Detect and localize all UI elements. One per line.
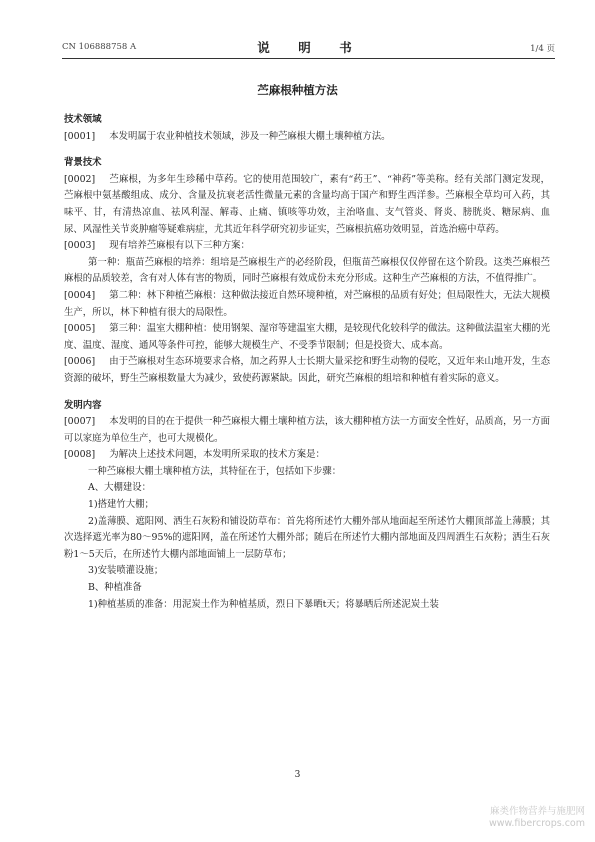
paragraph-text: 本发明属于农业种植技术领域，涉及一种苎麻根大棚土壤种植方法。 [109, 130, 391, 142]
paragraph-text: 苎麻根，为多年生珍稀中草药。它的使用范围较广，素有“药王”、“神药”等美称。经有关部门测定发现，苎麻根中氨基酸组成、成分、含量及抗衰老活性微量元素的含量均高于国产和野生西洋参。苎麻根全草均可入药，其味平、甘，有清热凉血、祛风利湿、解毒、止痛、镇咳等功效，主治咯血、支气管炎、肾炎、膀胱炎、糖尿病、血尿、风湿性关节炎肿瘤等疑难病症，尤其近年科学研究初步证实，苎麻根抗癌功效明显，首选治癌中草药。 [64, 173, 550, 235]
paragraph-number: [0008] [64, 449, 96, 461]
watermark [489, 806, 585, 830]
paragraph-number: [0002] [64, 173, 96, 185]
paragraph-0004 [64, 288, 550, 321]
publication-number: CN 106888758 A [62, 42, 137, 52]
method-line-7: 1)种植基质的准备：用泥炭土作为种植基质，烈日下暴晒t天；将暴晒后所述泥炭土装 [88, 598, 439, 610]
paragraph-text: 第二种：林下种植苎麻根：这种做法接近自然环境种植，对苎麻根的品质有好处；但局限性大，无法大规模生产，所以，林下种植有很大的局限性。 [64, 289, 550, 318]
paragraph-number: [0001] [64, 130, 96, 142]
paragraph-0008 [64, 447, 550, 464]
paragraph-0003-sub: 第一种：瓶苗苎麻根的培养：组培是苎麻根生产的必经阶段，但瓶苗苎麻根仅仅停留在这个阶段。这类苎麻根苎麻根的品质较差，含有对人体有害的物质，同时苎麻根有效成份未充分形成。这种生产苎麻根的方法，不值得推广。 [64, 256, 550, 285]
paragraph-text: 为解决上述技术问题，本发明所采取的技术方案是： [109, 449, 325, 461]
page-number: 3 [294, 770, 301, 780]
watermark-site-name: 麻类作物营养与施肥网 [489, 806, 585, 817]
page-info: 1/4 页 [530, 44, 555, 54]
document-type: 说 明 书 [257, 40, 360, 55]
method-line-4: 2)盖薄膜、遮阳网、洒生石灰粉和铺设防草布：首先将所述竹大棚外部从地面起至所述竹大棚顶部盖上薄膜；其次选择遮光率为80～95%的遮阳网，盖在所述竹大棚外部；随后在所述竹大棚内部地面及四周洒生石灰粉；洒生石灰粉1～5天后，在所述竹大棚内部地面铺上一层防草布； [64, 515, 550, 560]
paragraph-0007 [64, 414, 550, 447]
paragraph-text: 由于苎麻根对生态环境要求合格，加之药界人士长期大量采挖和野生动物的侵吃，又近年来山地开发，生态资源的破坏，野生苎麻根数量大为减少，致使药源紧缺。因此，研究苎麻根的组培和种植有着实际的意义。 [64, 356, 550, 384]
paragraph-0003 [64, 238, 550, 255]
paragraph-number: [0004] [64, 289, 96, 301]
paragraph-0005 [64, 321, 550, 354]
section-heading-tech-field: 技术领域 [64, 114, 102, 125]
document-title: 苎麻根种植方法 [257, 83, 338, 97]
paragraph-text: 第三种：温室大棚种植：使用钢架、湿帘等建温室大棚，是较现代化较科学的做法。这种做法温室大棚的光度、温度、湿度、通风等条件可控，能够大规模生产、不受季节限制；但是投资大、成本高。 [64, 323, 550, 351]
paragraph-0006 [64, 354, 550, 387]
section-heading-background: 背景技术 [64, 157, 102, 169]
method-line-3: 1)搭建竹大棚； [88, 499, 154, 511]
paragraph-number: [0007] [64, 416, 96, 428]
paragraph-text: 本发明的目的在于提供一种苎麻根大棚土壤种植方法，该大棚种植方法一方面安全性好，品质高，另一方面可以家庭为单位生产，也可大规模化。 [64, 416, 550, 444]
paragraph-number: [0003] [64, 240, 96, 252]
header-divider [62, 58, 555, 59]
paragraph-text: 现有培养苎麻根有以下三种方案： [109, 240, 250, 252]
method-line-6: B、种植准备 [88, 582, 142, 594]
paragraph-0001 [64, 129, 550, 146]
paragraph-number: [0006] [64, 356, 96, 368]
method-line-5: 3)安装喷灌设施； [88, 565, 164, 577]
page-header [62, 38, 555, 56]
paragraph-0002 [64, 172, 550, 238]
watermark-url: www.fibercrops.com [488, 818, 585, 829]
method-line-1: 一种苎麻根大棚土壤种植方法，其特征在于，包括如下步骤： [88, 465, 342, 477]
document-body [64, 112, 550, 613]
section-heading-invention: 发明内容 [64, 399, 102, 411]
paragraph-number: [0005] [64, 323, 96, 335]
method-line-2: A、大棚建设： [88, 482, 152, 494]
